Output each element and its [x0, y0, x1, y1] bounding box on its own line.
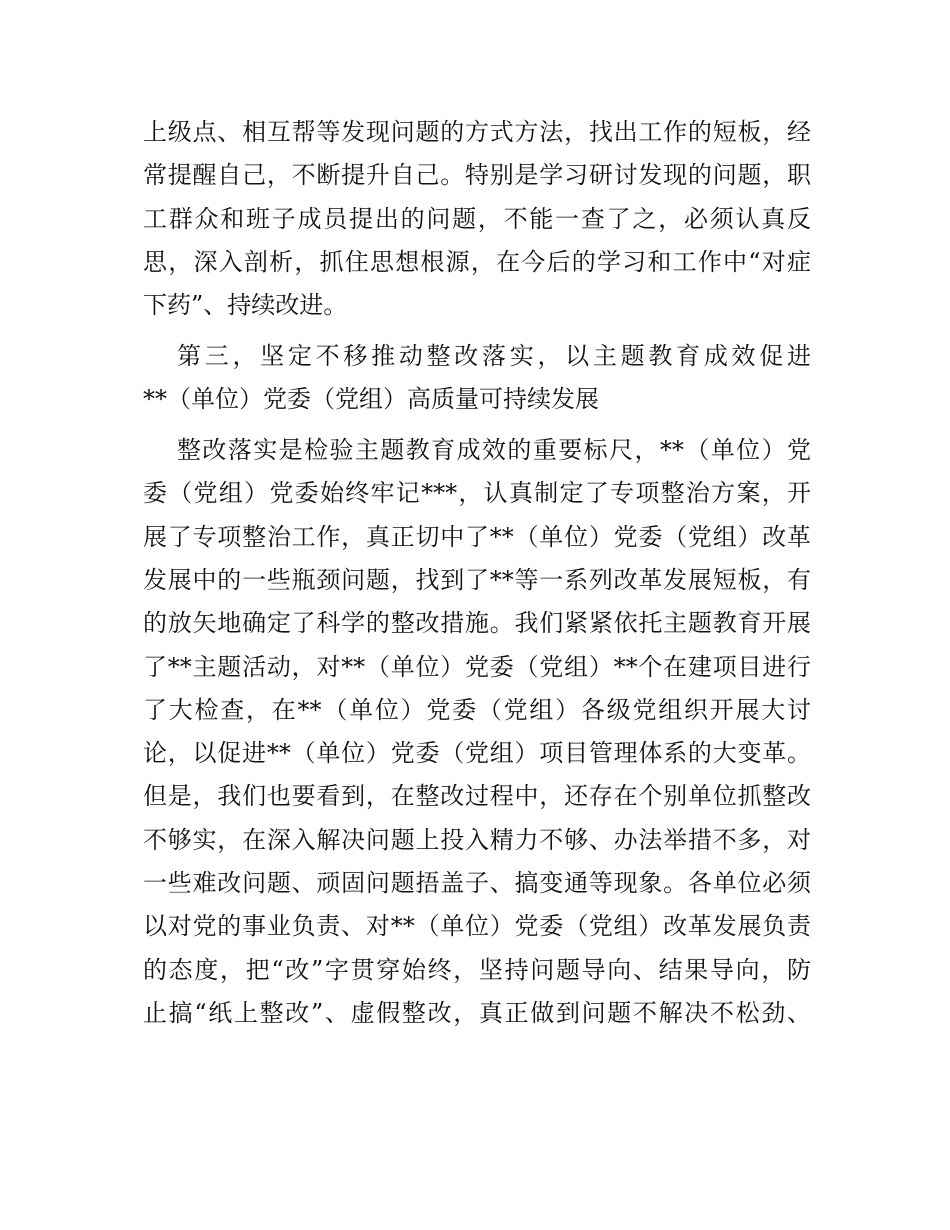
- text-line: 思，深入剖析，抓住思想根源，在今后的学习和工作中“对症: [143, 247, 811, 276]
- text-line: 上级点、相互帮等发现问题的方式方法，找出工作的短板，经: [143, 118, 811, 146]
- text-line: 不够实，在深入解决问题上投入精力不够、办法举措不多，对: [143, 825, 811, 854]
- text-line: 发展中的一些瓶颈问题，找到了**等一系列改革发展短板，有: [143, 565, 811, 594]
- heading-line: 第三，坚定不移推动整改落实，以主题教育成效促进: [177, 341, 811, 370]
- text-line: 常提醒自己，不断提升自己。特别是学习研讨发现的问题，职: [143, 161, 811, 190]
- text-line: 的放矢地确定了科学的整改措施。我们紧紧依托主题教育开展: [143, 609, 811, 638]
- text-line: 整改落实是检验主题教育成效的重要标尺，**（单位）党: [177, 436, 811, 465]
- heading-line: **（单位）党委（党组）高质量可持续发展: [143, 385, 599, 414]
- text-line: 展了专项整治工作，真正切中了**（单位）党委（党组）改革: [143, 522, 811, 551]
- text-line: 了大检查，在**（单位）党委（党组）各级党组织开展大讨: [143, 695, 811, 724]
- text-line: 委（党组）党委始终牢记***，认真制定了专项整治方案，开: [143, 479, 811, 508]
- section-heading: [143, 335, 811, 422]
- document-body: [143, 111, 811, 1035]
- text-line: 一些难改问题、顽固问题捂盖子、搞变通等现象。各单位必须: [143, 869, 811, 898]
- text-line: 了**主题活动，对**（单位）党委（党组）**个在建项目进行: [143, 652, 811, 681]
- text-line: 论，以促进**（单位）党委（党组）项目管理体系的大变革。: [143, 739, 811, 768]
- text-line: 下药”、持续改进。: [143, 291, 348, 320]
- text-line: 止搞“纸上整改”、虚假整改，真正做到问题不解决不松劲、: [143, 998, 811, 1027]
- text-line: 但是，我们也要看到，在整改过程中，还存在个别单位抓整改: [143, 782, 811, 811]
- text-line: 以对党的事业负责、对**（单位）党委（党组）改革发展负责: [143, 912, 811, 941]
- paragraph-body: [143, 429, 811, 1035]
- text-line: 工群众和班子成员提出的问题，不能一查了之，必须认真反: [143, 204, 811, 233]
- paragraph-continuation: [143, 111, 811, 327]
- text-line: 的态度，把“改”字贯穿始终，坚持问题导向、结果导向，防: [143, 955, 811, 984]
